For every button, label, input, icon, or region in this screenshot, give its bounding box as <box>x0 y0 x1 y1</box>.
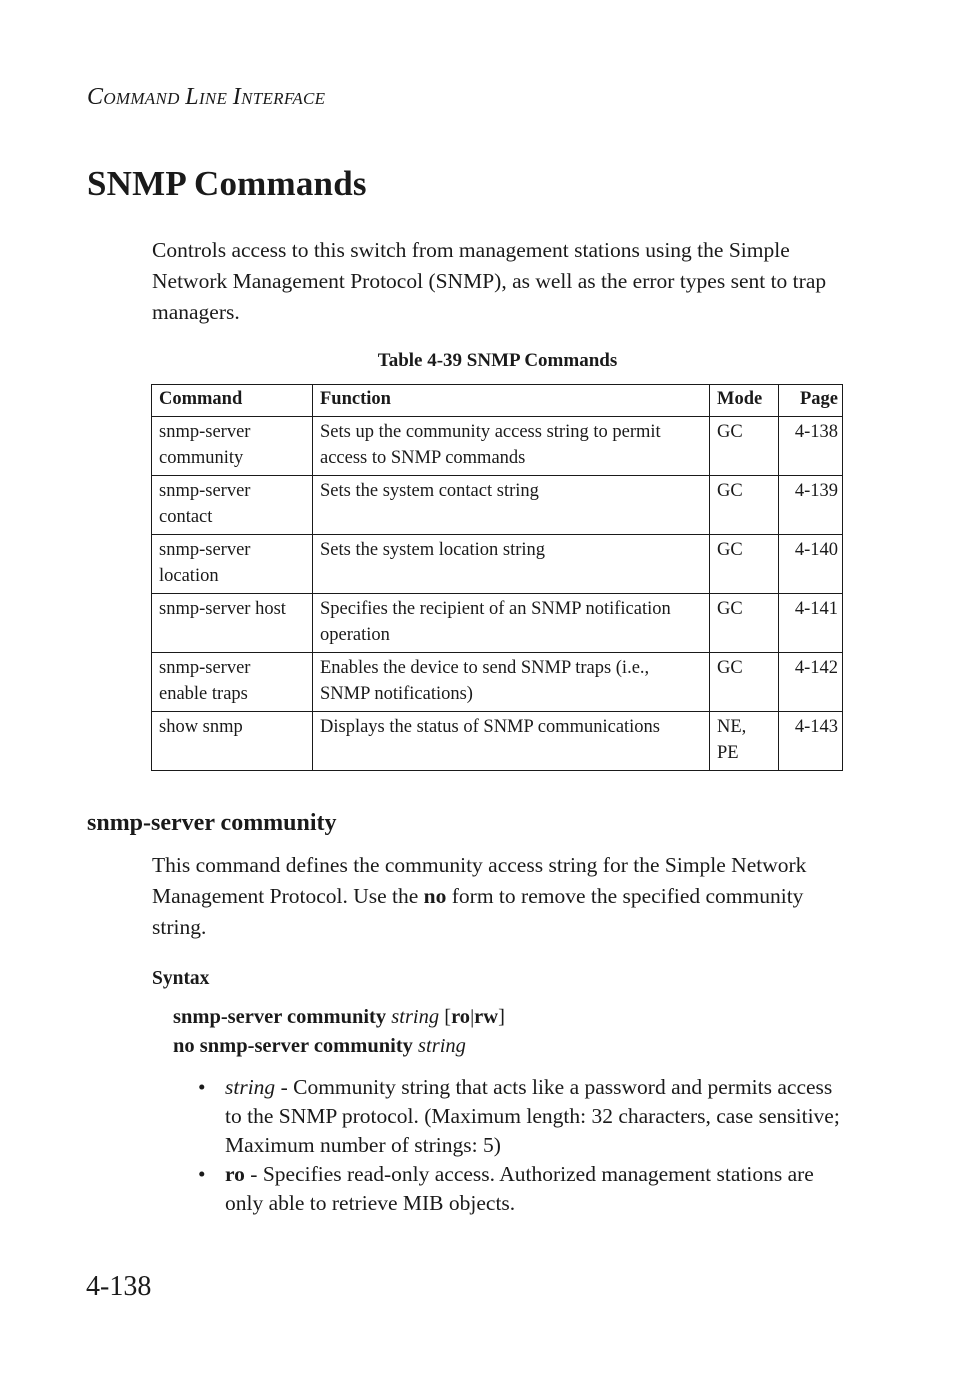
cell-function: Sets the system location string <box>313 535 710 594</box>
cell-page: 4-141 <box>779 594 843 653</box>
table-row <box>152 476 843 535</box>
snmp-commands-table <box>151 384 843 771</box>
cell-page: 4-139 <box>779 476 843 535</box>
cell-function: Specifies the recipient of an SNMP notification operation <box>313 594 710 653</box>
cell-function: Sets the system contact string <box>313 476 710 535</box>
table-header-row <box>152 385 843 417</box>
table-row <box>152 535 843 594</box>
syntax-block <box>173 1003 505 1061</box>
cell-mode: GC <box>710 653 779 712</box>
cell-mode: GC <box>710 594 779 653</box>
bullet-icon: • <box>198 1162 206 1186</box>
page-title: SNMP Commands <box>87 164 367 203</box>
table-row <box>152 417 843 476</box>
cell-mode: NE, PE <box>710 712 779 771</box>
param-term: string <box>225 1075 276 1099</box>
param-text: - Specifies read-only access. Authorized management stations are only able to retrieve MIB objects. <box>225 1162 814 1215</box>
cell-mode: GC <box>710 417 779 476</box>
cell-page: 4-140 <box>779 535 843 594</box>
cell-command: snmp-server contact <box>152 476 313 535</box>
syntax-heading: Syntax <box>152 968 210 989</box>
no-keyword: no <box>423 884 447 908</box>
parameter-list <box>198 1073 848 1218</box>
cell-command: snmp-server location <box>152 535 313 594</box>
list-item <box>198 1073 848 1160</box>
list-item <box>198 1160 848 1218</box>
cell-page: 4-138 <box>779 417 843 476</box>
section-heading: snmp-server community <box>87 810 337 836</box>
cell-function: Displays the status of SNMP communications <box>313 712 710 771</box>
syntax-line: snmp-server community string [ro|rw] <box>173 1006 505 1028</box>
cell-mode: GC <box>710 535 779 594</box>
running-header: COMMAND LINE INTERFACE <box>87 84 326 110</box>
cell-command: show snmp <box>152 712 313 771</box>
cell-function: Enables the device to send SNMP traps (i.e., SNMP notifications) <box>313 653 710 712</box>
intro-paragraph: Controls access to this switch from management stations using the Simple Network Management Protocol (SNMP), as well as the error types sent to trap managers. <box>152 238 827 324</box>
header-command: Command <box>152 385 313 417</box>
table-row <box>152 594 843 653</box>
table-row <box>152 653 843 712</box>
header-function: Function <box>313 385 710 417</box>
syntax-line: no snmp-server community string <box>173 1035 466 1057</box>
cell-page: 4-142 <box>779 653 843 712</box>
page-number: 4-138 <box>86 1271 152 1302</box>
param-term: ro <box>225 1162 245 1186</box>
cell-command: snmp-server enable traps <box>152 653 313 712</box>
section-description: This command defines the community access string for the Simple Network Management Protocol. Use the no form to remove the specified community string. <box>152 853 807 939</box>
cell-command: snmp-server host <box>152 594 313 653</box>
cell-command: snmp-server community <box>152 417 313 476</box>
cell-page: 4-143 <box>779 712 843 771</box>
cell-mode: GC <box>710 476 779 535</box>
header-mode: Mode <box>710 385 779 417</box>
param-text: - Community string that acts like a password and permits access to the SNMP protocol. (Maximum length: 32 characters, case sensitive; Maximum number of strings: 5) <box>225 1075 840 1157</box>
table-caption: Table 4-39 SNMP Commands <box>377 350 618 371</box>
bullet-icon: • <box>198 1075 206 1099</box>
table-row <box>152 712 843 771</box>
cell-function: Sets up the community access string to permit access to SNMP commands <box>313 417 710 476</box>
header-page: Page <box>779 385 843 417</box>
